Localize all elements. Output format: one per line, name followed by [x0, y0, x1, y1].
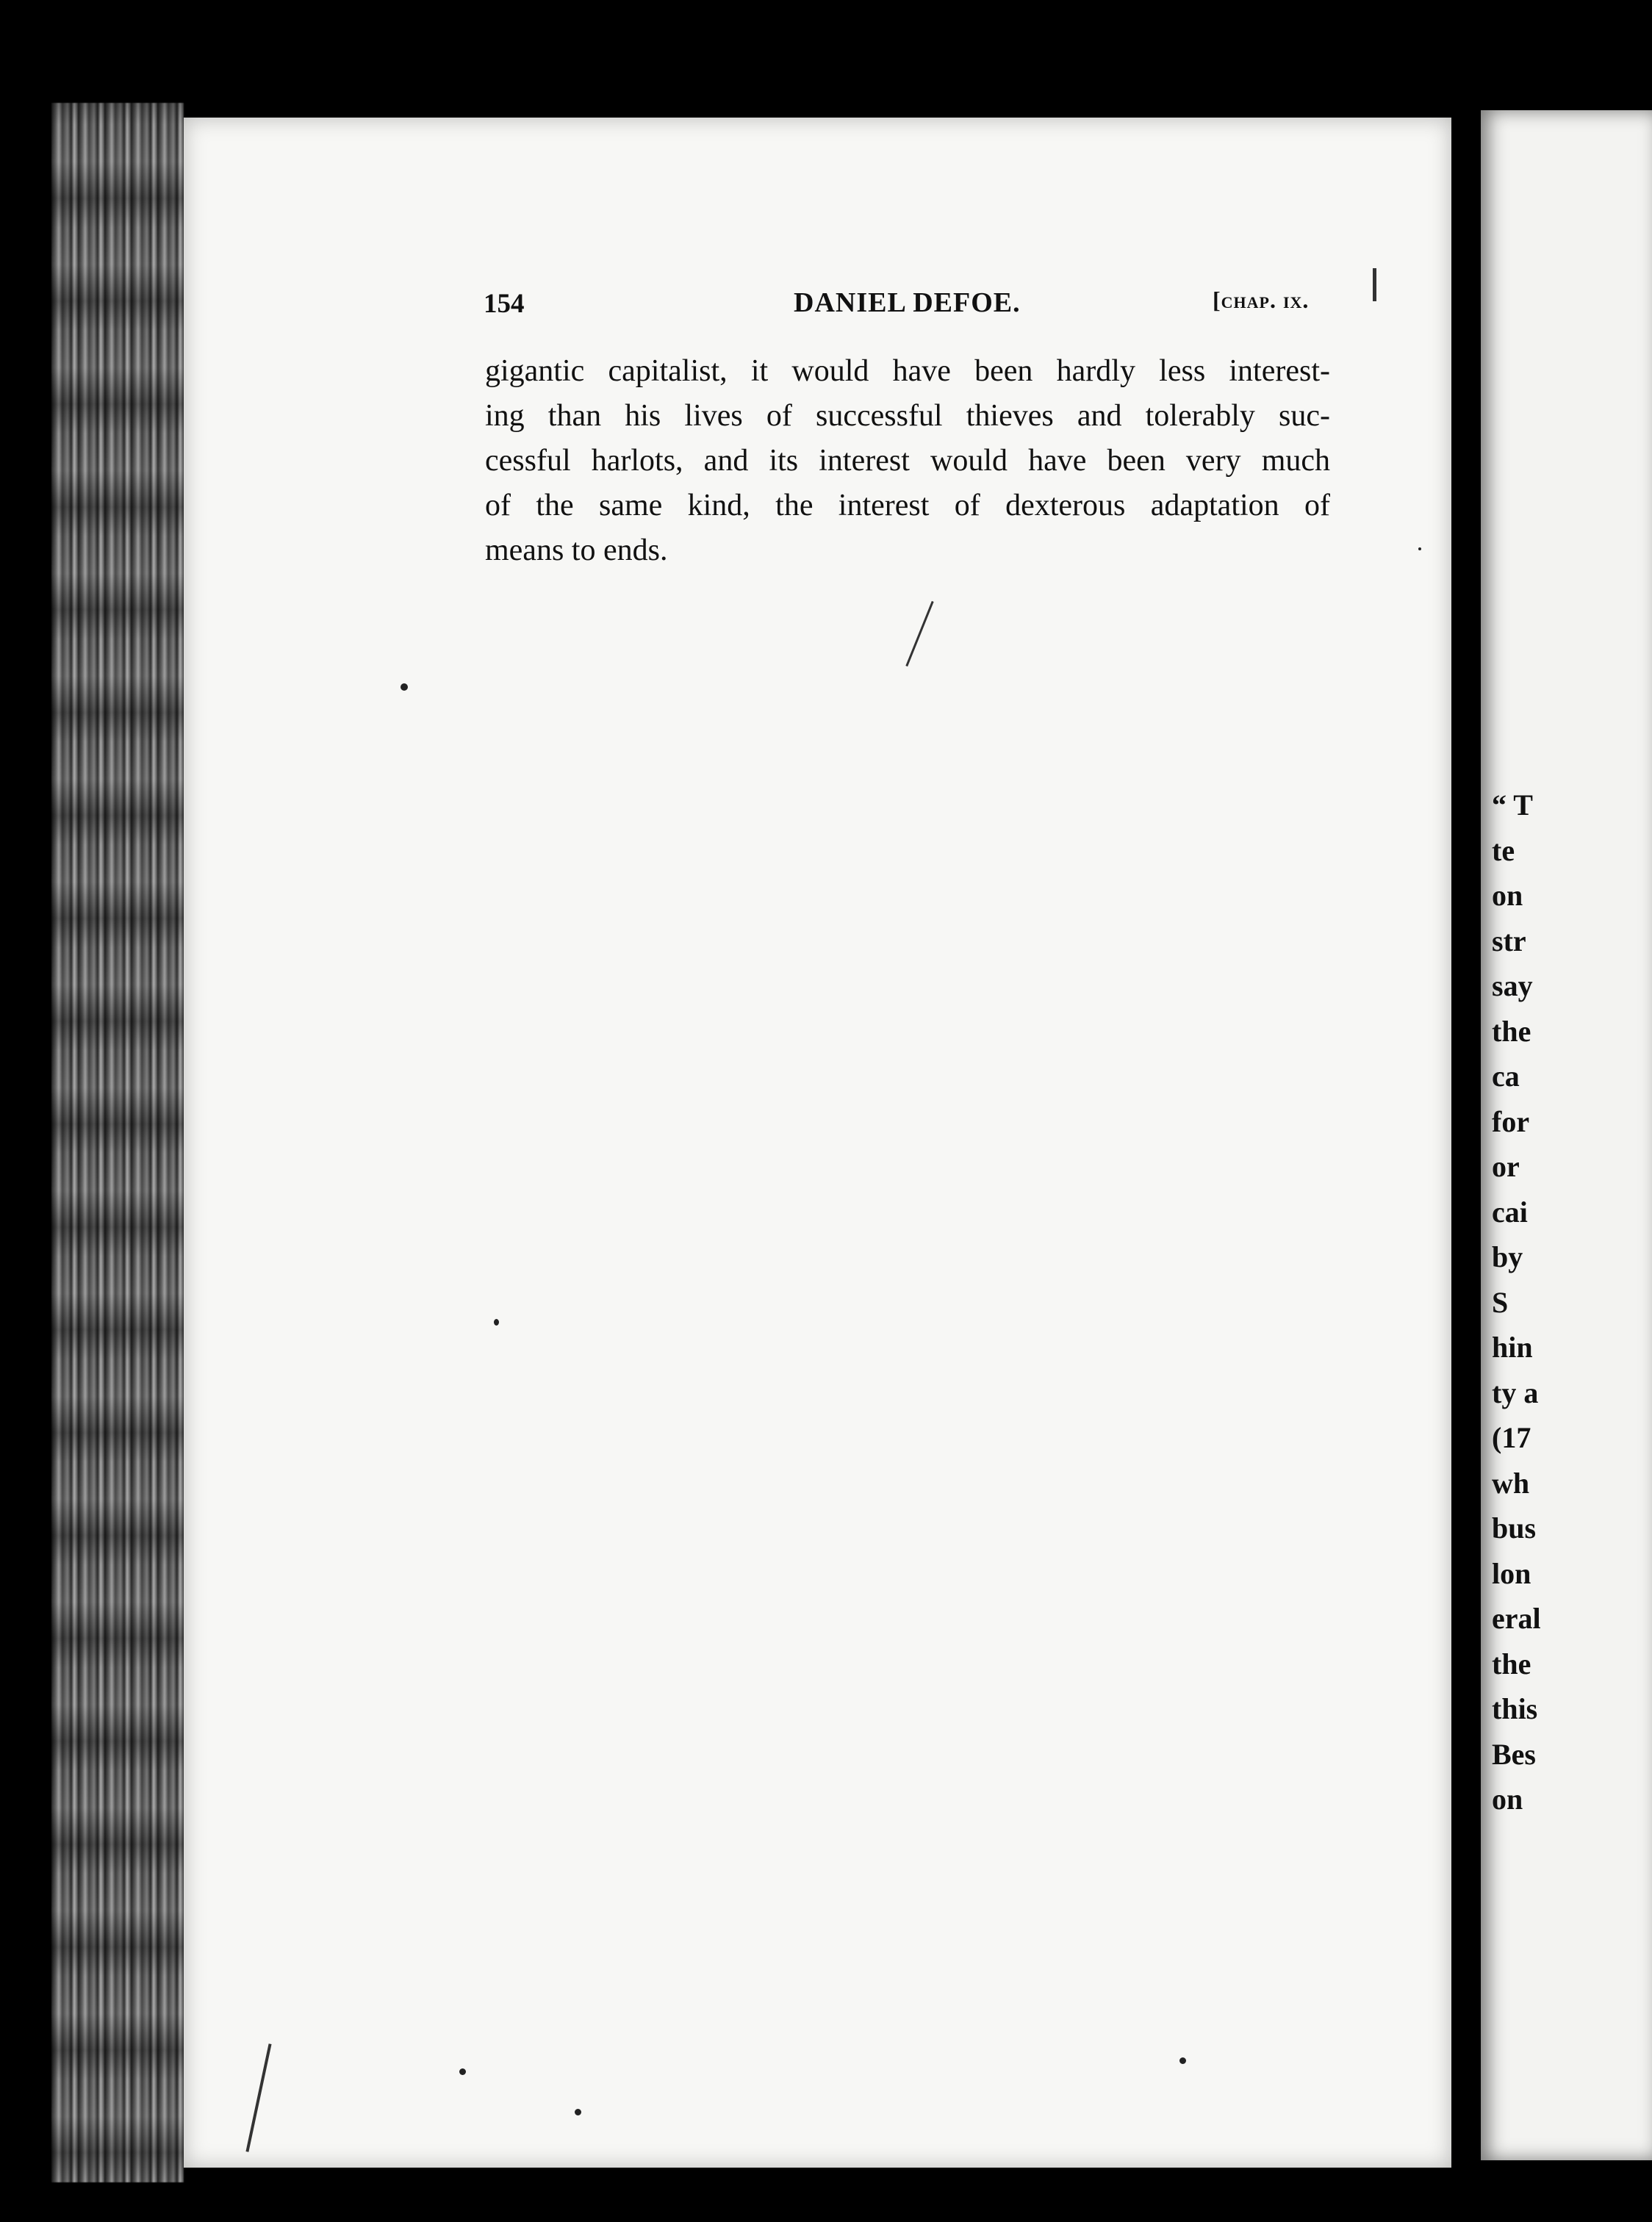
- scan-speck: [401, 683, 408, 691]
- running-title: DANIEL DEFOE.: [794, 287, 1021, 318]
- chapter-reference: [chap. ix.: [1213, 287, 1310, 313]
- page-stack-edge: [51, 103, 184, 2182]
- facing-line-fragment: eral: [1492, 1602, 1541, 1635]
- text-line: of the same kind, the interest of dexterous adaptation of: [485, 489, 1330, 522]
- facing-line-fragment: or: [1492, 1150, 1520, 1183]
- page-number: 154: [484, 289, 525, 319]
- facing-line-fragment: ty a: [1492, 1376, 1539, 1409]
- scan-speck: [459, 2068, 466, 2075]
- facing-line-fragment: lon: [1492, 1556, 1531, 1590]
- scan-speck: [1179, 2057, 1186, 2064]
- facing-line-fragment: on: [1492, 1783, 1523, 1816]
- facing-line-fragment: te: [1492, 833, 1515, 867]
- scan-speck: [1418, 547, 1421, 550]
- scan-speck: [494, 1319, 499, 1326]
- text-line: means to ends.: [485, 533, 668, 567]
- text-line: cessful harlots, and its interest would have been very much: [485, 444, 1330, 478]
- text-line: ing than his lives of successful thieves and tolerably suc-: [485, 399, 1330, 433]
- facing-line-fragment: the: [1492, 1647, 1531, 1680]
- facing-line-fragment: say: [1492, 969, 1533, 1002]
- facing-line-fragment: this: [1492, 1692, 1538, 1725]
- facing-line-fragment: hin: [1492, 1331, 1533, 1364]
- pencil-mark: [1373, 268, 1376, 301]
- text-line: gigantic capitalist, it would have been hardly less interest-: [485, 354, 1330, 388]
- body-paragraph: [485, 349, 1330, 573]
- facing-line-fragment: bus: [1492, 1511, 1537, 1545]
- running-head: [298, 279, 1326, 323]
- facing-line-fragment: on: [1492, 879, 1523, 912]
- facing-line-fragment: “ T: [1492, 788, 1533, 821]
- facing-line-fragment: wh: [1492, 1466, 1530, 1500]
- facing-line-fragment: cai: [1492, 1195, 1528, 1229]
- facing-line-fragment: ca: [1492, 1060, 1520, 1093]
- facing-line-fragment: for: [1492, 1104, 1530, 1138]
- facing-line-fragment: str: [1492, 924, 1526, 957]
- facing-line-fragment: (17: [1492, 1421, 1531, 1454]
- facing-line-fragment: the: [1492, 1014, 1531, 1048]
- scan-speck: [575, 2109, 581, 2115]
- facing-line-fragment: by: [1492, 1240, 1523, 1273]
- facing-page-text: [1492, 783, 1541, 1822]
- facing-line-fragment: S: [1492, 1285, 1509, 1319]
- facing-line-fragment: Bes: [1492, 1737, 1536, 1771]
